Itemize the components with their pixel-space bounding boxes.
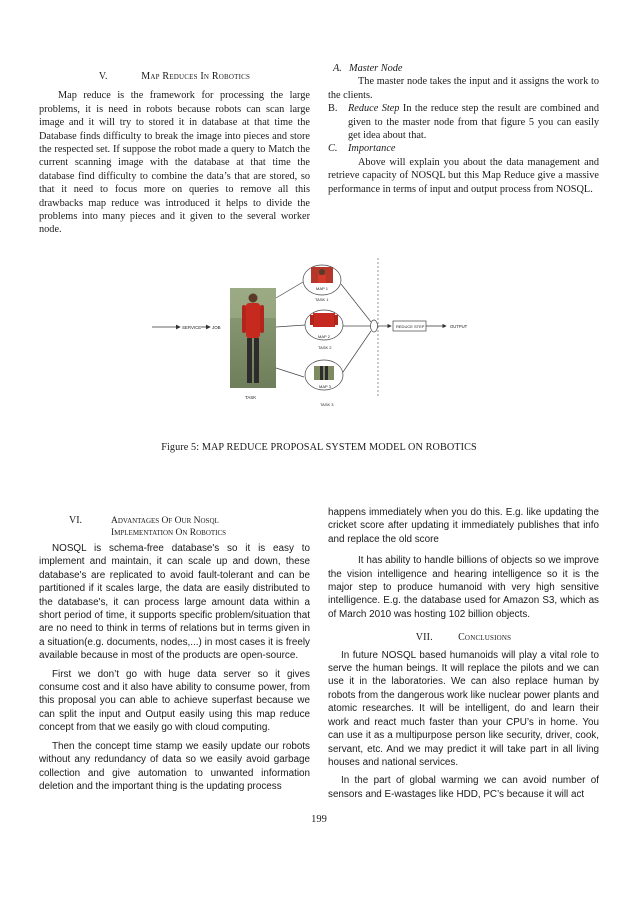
figure-5-caption: Figure 5: MAP REDUCE PROPOSAL SYSTEM MODEL ON ROBOTICS (161, 442, 477, 453)
section-6-number: VI. (69, 515, 83, 526)
section-6-paragraph-3: Then the concept time stamp we easily update our robots without any redundancy of data so we easily avoid garbage collection and give automation to unwanted information deletion and the important thing is the updating process (39, 740, 310, 792)
subsection-c-title: Importance (348, 143, 396, 155)
subsection-c-text: Above will explain you about the data management and retrieve capacity of NOSQL but this Map Reduce give a massive performance in terms of input and output process from NOSQL. (328, 156, 599, 195)
connector-map3-hub (343, 331, 371, 372)
task-1-label: TASK 1 (315, 297, 329, 302)
reduce-step-label: REDUCE STEP (396, 324, 425, 329)
task-2-label: TASK 2 (318, 345, 332, 350)
subsection-a-text: The master node takes the input and it assigns the work to the clients. (328, 76, 599, 101)
billions-objects-paragraph: It has ability to handle billions of objects so we improve the vision intelligence and hearing intelligence so it is the major step to produce humanoid with very high sensitive intelligence. E.g. the database used for Amazon S3, which as of March 2010 was hosting 102 billion objects. (328, 555, 599, 620)
task-photo (230, 288, 276, 388)
section-5-title: Map Reduces In Robotics (141, 71, 251, 82)
connector-map1-hub (341, 284, 371, 322)
service-label: SERVICE (182, 325, 202, 330)
section-6-column (39, 512, 310, 793)
section-6-paragraph-2: First we don’t go with huge data server so it gives consume cost and it also have ability to consume power, from this proposal you can able to achieve superfast because we can split the input and Output easily using this map reduce concept from that we easily go with cloud computing. (39, 668, 310, 734)
section-7-heading (328, 631, 599, 644)
map-1-label: MAP 1 (316, 286, 328, 291)
figure-5-diagram (0, 0, 638, 420)
output-label: OUTPUT (450, 324, 468, 329)
subsection-a-title: Master Node (349, 63, 403, 74)
job-label: JOB (212, 325, 221, 330)
subsection-b-label: B. (328, 103, 338, 115)
section-5-paragraph: Map reduce is the framework for processing the large problems, it is need in robots because robots can scan large image and it will try to stored it in database at that time the Database finds difficulty to break the image into pieces and store the respected set. If suppose the robot made a query to Match the current scanning image with the database at that time the database find difficulty to combine the data’s that are stored, so that it need to focus more on queries to remove all this drawbacks map reduce was introduced it helps to divide the problems into many pieces and it given to the several worker node. (39, 90, 310, 236)
connector-task-map1 (276, 282, 303, 298)
section-6-heading (39, 512, 310, 540)
section-7-number: VII. (415, 632, 433, 644)
subsection-b-title: Reduce Step (348, 103, 400, 115)
subsection-a-label: A. (333, 63, 342, 74)
conclusion-paragraph-2: In the part of global warming we can avoid number of sensors and E-wastages like HDD, PC’s because it will act (328, 775, 599, 800)
subsection-b-text: In the reduce step the result are combined and given to the master node from that figure 5 you can easily get idea about that. (348, 103, 599, 142)
master-hub-node (371, 320, 378, 332)
map-3-label: MAP 3 (319, 384, 331, 389)
page-number: 199 (311, 814, 327, 825)
connector-task-map2 (276, 325, 305, 327)
map-2-label: MAP 2 (318, 334, 330, 339)
section-6-paragraph-1: NOSQL is schema-free database's so it is easy to implement and maintain, it can scale up and down, these database's are replicated to avoid fault-tolerant and can be partitioned if it scales large, the data are easily distributed to the database's, it can process large amount data within a short period of time, it supports specific problem/situation that are no need to think in terms of relations but in terms given in a situation(e.g. documents, nodes,...) in most cases it is freely available because in most of the products are open-source. (39, 543, 310, 662)
conclusion-paragraph-1: In future NOSQL based humanoids will play a vital role to serve the human beings. It will replace the pilots and we can use it in the laboratories. We can also replace human by robots from the dangerous work like nuclear power plants and atomic researches. It will be intelligent, do and learn their work and react much faster than your CPU’s in home. You can use it as a multipurpose person like security, driver, cook, servant, etc. And we may predict it will take part in all living houses and national services. (328, 649, 599, 768)
section-7-title: Conclusions (458, 632, 512, 644)
subsection-c-label: C. (328, 143, 338, 155)
section-6-title-line2: Implementation On Robotics (111, 528, 227, 538)
task-label: TASK (245, 395, 257, 400)
task-3-label: TASK 3 (320, 402, 334, 407)
continuation-paragraph: happens immediately when you do this. E.g. like updating the cricket score after updating it immediately publishes that info and replace the old score (328, 507, 599, 545)
section-6-title-line1: Advantages Of Our Nosql (111, 516, 219, 526)
section-5-number: V. (98, 71, 108, 82)
right-bottom-column (328, 506, 599, 801)
connector-task-map3 (276, 368, 304, 377)
